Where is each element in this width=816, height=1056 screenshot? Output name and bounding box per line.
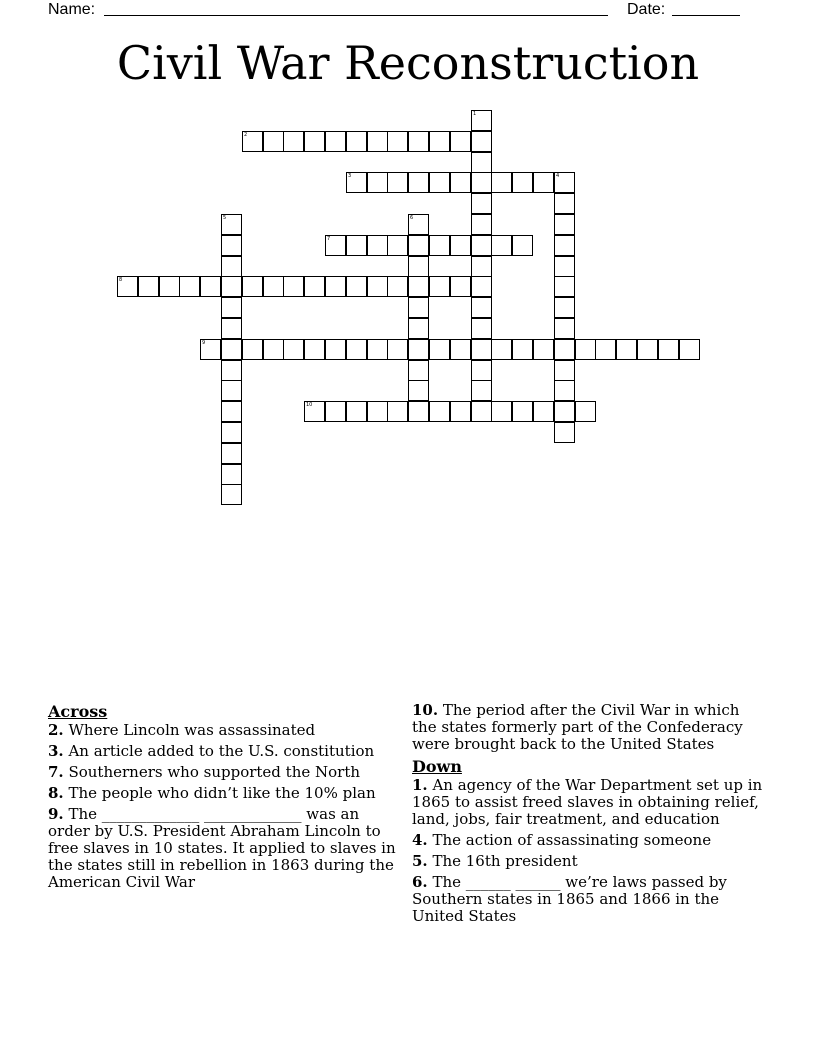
crossword-cell[interactable] [554, 380, 575, 401]
crossword-cell[interactable] [554, 297, 575, 318]
crossword-cell[interactable] [450, 339, 471, 360]
crossword-cell[interactable] [471, 110, 492, 131]
crossword-cell[interactable] [242, 131, 263, 152]
clue-number: 3. [48, 742, 64, 760]
clue-text: The ______ ______ we’re laws passed by Southern states in 1865 and 1866 in the United States [412, 873, 727, 925]
name-label: Name: [48, 1, 96, 18]
crossword-cell[interactable] [471, 172, 492, 193]
clue-across-2 [48, 722, 403, 739]
crossword-cell[interactable] [221, 339, 242, 360]
crossword-cell[interactable] [387, 339, 408, 360]
crossword-cell[interactable] [429, 131, 450, 152]
clue-number: 4. [412, 831, 428, 849]
crossword-cell[interactable] [138, 276, 159, 297]
crossword-cell[interactable] [221, 235, 242, 256]
cell-number: 6 [410, 215, 414, 221]
clue-across-8 [48, 785, 403, 802]
crossword-cell[interactable] [554, 401, 575, 422]
clue-across-7 [48, 764, 403, 781]
crossword-cell[interactable] [117, 276, 138, 297]
crossword-cell[interactable] [408, 380, 429, 401]
crossword-cell[interactable] [387, 276, 408, 297]
crossword-cell[interactable] [221, 422, 242, 443]
crossword-cell[interactable] [283, 339, 304, 360]
crossword-cell[interactable] [575, 401, 596, 422]
crossword-cell[interactable] [575, 339, 596, 360]
clue-text: The period after the Civil War in which the states formerly part of the Confederacy were brought back to the United States [412, 701, 743, 753]
crossword-cell[interactable] [242, 339, 263, 360]
crossword-cell[interactable] [304, 339, 325, 360]
clue-number: 8. [48, 784, 64, 802]
crossword-cell[interactable] [658, 339, 679, 360]
crossword-cell[interactable] [512, 172, 533, 193]
crossword-cell[interactable] [554, 172, 575, 193]
crossword-cell[interactable] [429, 339, 450, 360]
crossword-cell[interactable] [471, 380, 492, 401]
crossword-cell[interactable] [554, 276, 575, 297]
crossword-cell[interactable] [471, 131, 492, 152]
crossword-cell[interactable] [491, 235, 512, 256]
crossword-cell[interactable] [387, 172, 408, 193]
clue-text: An article added to the U.S. constitution [68, 742, 375, 760]
crossword-cell[interactable] [408, 172, 429, 193]
crossword-cell[interactable] [512, 339, 533, 360]
crossword-cell[interactable] [429, 172, 450, 193]
crossword-cell[interactable] [533, 401, 554, 422]
clue-number: 5. [412, 852, 428, 870]
clue-number: 9. [48, 805, 64, 823]
crossword-cell[interactable] [325, 131, 346, 152]
crossword-cell[interactable] [263, 339, 284, 360]
crossword-cell[interactable] [325, 235, 346, 256]
crossword-cell[interactable] [221, 276, 242, 297]
crossword-cell[interactable] [471, 297, 492, 318]
clue-text: The people who didn’t like the 10% plan [68, 784, 376, 802]
crossword-cell[interactable] [367, 172, 388, 193]
crossword-cell[interactable] [346, 235, 367, 256]
cell-number: 1 [473, 111, 477, 117]
crossword-cell[interactable] [221, 464, 242, 485]
crossword-cell[interactable] [450, 131, 471, 152]
crossword-cell[interactable] [450, 401, 471, 422]
crossword-cell[interactable] [429, 276, 450, 297]
crossword-cell[interactable] [221, 443, 242, 464]
crossword-cell[interactable] [387, 235, 408, 256]
clue-down-1 [412, 777, 767, 828]
clue-across-9 [48, 806, 403, 891]
clue-across-10 [412, 702, 767, 753]
clue-number: 7. [48, 763, 64, 781]
crossword-cell[interactable] [450, 172, 471, 193]
crossword-cell[interactable] [554, 422, 575, 443]
crossword-cell[interactable] [304, 276, 325, 297]
across-heading: Across [48, 702, 108, 721]
crossword-cell[interactable] [387, 401, 408, 422]
crossword-cell[interactable] [200, 339, 221, 360]
date-label: Date: [627, 1, 666, 18]
crossword-cell[interactable] [471, 214, 492, 235]
crossword-cell[interactable] [408, 360, 429, 381]
crossword-cell[interactable] [283, 131, 304, 152]
crossword-cell[interactable] [554, 193, 575, 214]
crossword-cell[interactable] [367, 339, 388, 360]
crossword-cell[interactable] [471, 318, 492, 339]
crossword-cell[interactable] [221, 214, 242, 235]
clue-down-4 [412, 832, 767, 849]
crossword-cell[interactable] [491, 172, 512, 193]
clues-right-column [412, 702, 767, 929]
crossword-cell[interactable] [554, 339, 575, 360]
clue-number: 10. [412, 701, 439, 719]
crossword-cell[interactable] [471, 360, 492, 381]
crossword-cell[interactable] [221, 380, 242, 401]
crossword-cell[interactable] [512, 235, 533, 256]
clue-number: 1. [412, 776, 428, 794]
crossword-cell[interactable] [325, 276, 346, 297]
clue-text: An agency of the War Department set up in 1865 to assist freed slaves in obtaining relief, land, jobs, fair treatment, and education [412, 776, 763, 828]
crossword-cell[interactable] [554, 318, 575, 339]
crossword-cell[interactable] [221, 360, 242, 381]
cell-number: 3 [348, 173, 352, 179]
crossword-cell[interactable] [159, 276, 180, 297]
cell-number: 7 [327, 236, 331, 242]
clue-text: The action of assassinating someone [432, 831, 712, 849]
crossword-cell[interactable] [408, 131, 429, 152]
crossword-cell[interactable] [367, 235, 388, 256]
date-blank[interactable] [672, 0, 740, 16]
crossword-cell[interactable] [471, 401, 492, 422]
crossword-cell[interactable] [346, 401, 367, 422]
crossword-cell[interactable] [283, 276, 304, 297]
crossword-cell[interactable] [346, 276, 367, 297]
clue-number: 2. [48, 721, 64, 739]
cell-number: 4 [556, 173, 560, 179]
crossword-cell[interactable] [200, 276, 221, 297]
crossword-cell[interactable] [304, 401, 325, 422]
cell-number: 10 [306, 402, 313, 408]
crossword-cell[interactable] [408, 297, 429, 318]
crossword-cell[interactable] [346, 172, 367, 193]
crossword-cell[interactable] [408, 214, 429, 235]
crossword-cell[interactable] [325, 339, 346, 360]
crossword-cell[interactable] [491, 339, 512, 360]
crossword-cell[interactable] [221, 318, 242, 339]
crossword-cell[interactable] [221, 484, 242, 505]
clue-text: The _____________ _____________ was an order by U.S. President Abraham Lincoln to free slaves in 10 states. It applied to slaves in the states still in rebellion in 1863 during the American Civil War [48, 805, 396, 891]
clue-text: Where Lincoln was assassinated [68, 721, 316, 739]
crossword-cell[interactable] [408, 318, 429, 339]
crossword-cell[interactable] [512, 401, 533, 422]
crossword-cell[interactable] [408, 256, 429, 277]
crossword-cell[interactable] [471, 235, 492, 256]
down-heading: Down [412, 757, 462, 776]
page-title: Civil War Reconstruction [116, 36, 700, 90]
crossword-cell[interactable] [533, 172, 554, 193]
crossword-cell[interactable] [179, 276, 200, 297]
crossword-cell[interactable] [408, 235, 429, 256]
crossword-cell[interactable] [221, 256, 242, 277]
clues-left-column [48, 702, 403, 895]
cell-number: 2 [244, 132, 248, 138]
crossword-cell[interactable] [554, 214, 575, 235]
crossword-cell[interactable] [554, 235, 575, 256]
clue-down-5 [412, 853, 767, 870]
crossword-cell[interactable] [450, 235, 471, 256]
crossword-cell[interactable] [471, 339, 492, 360]
crossword-cell[interactable] [554, 360, 575, 381]
cell-number: 8 [119, 277, 123, 283]
crossword-cell[interactable] [408, 339, 429, 360]
crossword-cell[interactable] [325, 401, 346, 422]
crossword-cell[interactable] [387, 131, 408, 152]
cell-number: 5 [223, 215, 227, 221]
crossword-cell[interactable] [263, 276, 284, 297]
crossword-cell[interactable] [304, 131, 325, 152]
crossword-cell[interactable] [367, 276, 388, 297]
crossword-cell[interactable] [221, 401, 242, 422]
cell-number: 9 [202, 340, 206, 346]
crossword-cell[interactable] [346, 339, 367, 360]
crossword-cell[interactable] [367, 131, 388, 152]
crossword-cell[interactable] [471, 193, 492, 214]
crossword-cell[interactable] [346, 131, 367, 152]
crossword-cell[interactable] [595, 339, 616, 360]
crossword-cell[interactable] [637, 339, 658, 360]
clue-text: Southerners who supported the North [68, 763, 361, 781]
clue-across-3 [48, 743, 403, 760]
crossword-cell[interactable] [429, 235, 450, 256]
crossword-cell[interactable] [554, 256, 575, 277]
crossword-cell[interactable] [533, 339, 554, 360]
crossword-cell[interactable] [429, 401, 450, 422]
crossword-cell[interactable] [408, 401, 429, 422]
clue-down-6 [412, 874, 767, 925]
crossword-cell[interactable] [679, 339, 700, 360]
crossword-cell[interactable] [367, 401, 388, 422]
crossword-cell[interactable] [408, 276, 429, 297]
crossword-cell[interactable] [242, 276, 263, 297]
crossword-cell[interactable] [263, 131, 284, 152]
name-blank[interactable] [104, 0, 608, 16]
crossword-cell[interactable] [471, 276, 492, 297]
clue-number: 6. [412, 873, 428, 891]
clue-text: The 16th president [432, 852, 578, 870]
crossword-cell[interactable] [491, 401, 512, 422]
crossword-cell[interactable] [471, 256, 492, 277]
crossword-cell[interactable] [471, 152, 492, 173]
crossword-cell[interactable] [450, 276, 471, 297]
crossword-cell[interactable] [616, 339, 637, 360]
crossword-cell[interactable] [221, 297, 242, 318]
